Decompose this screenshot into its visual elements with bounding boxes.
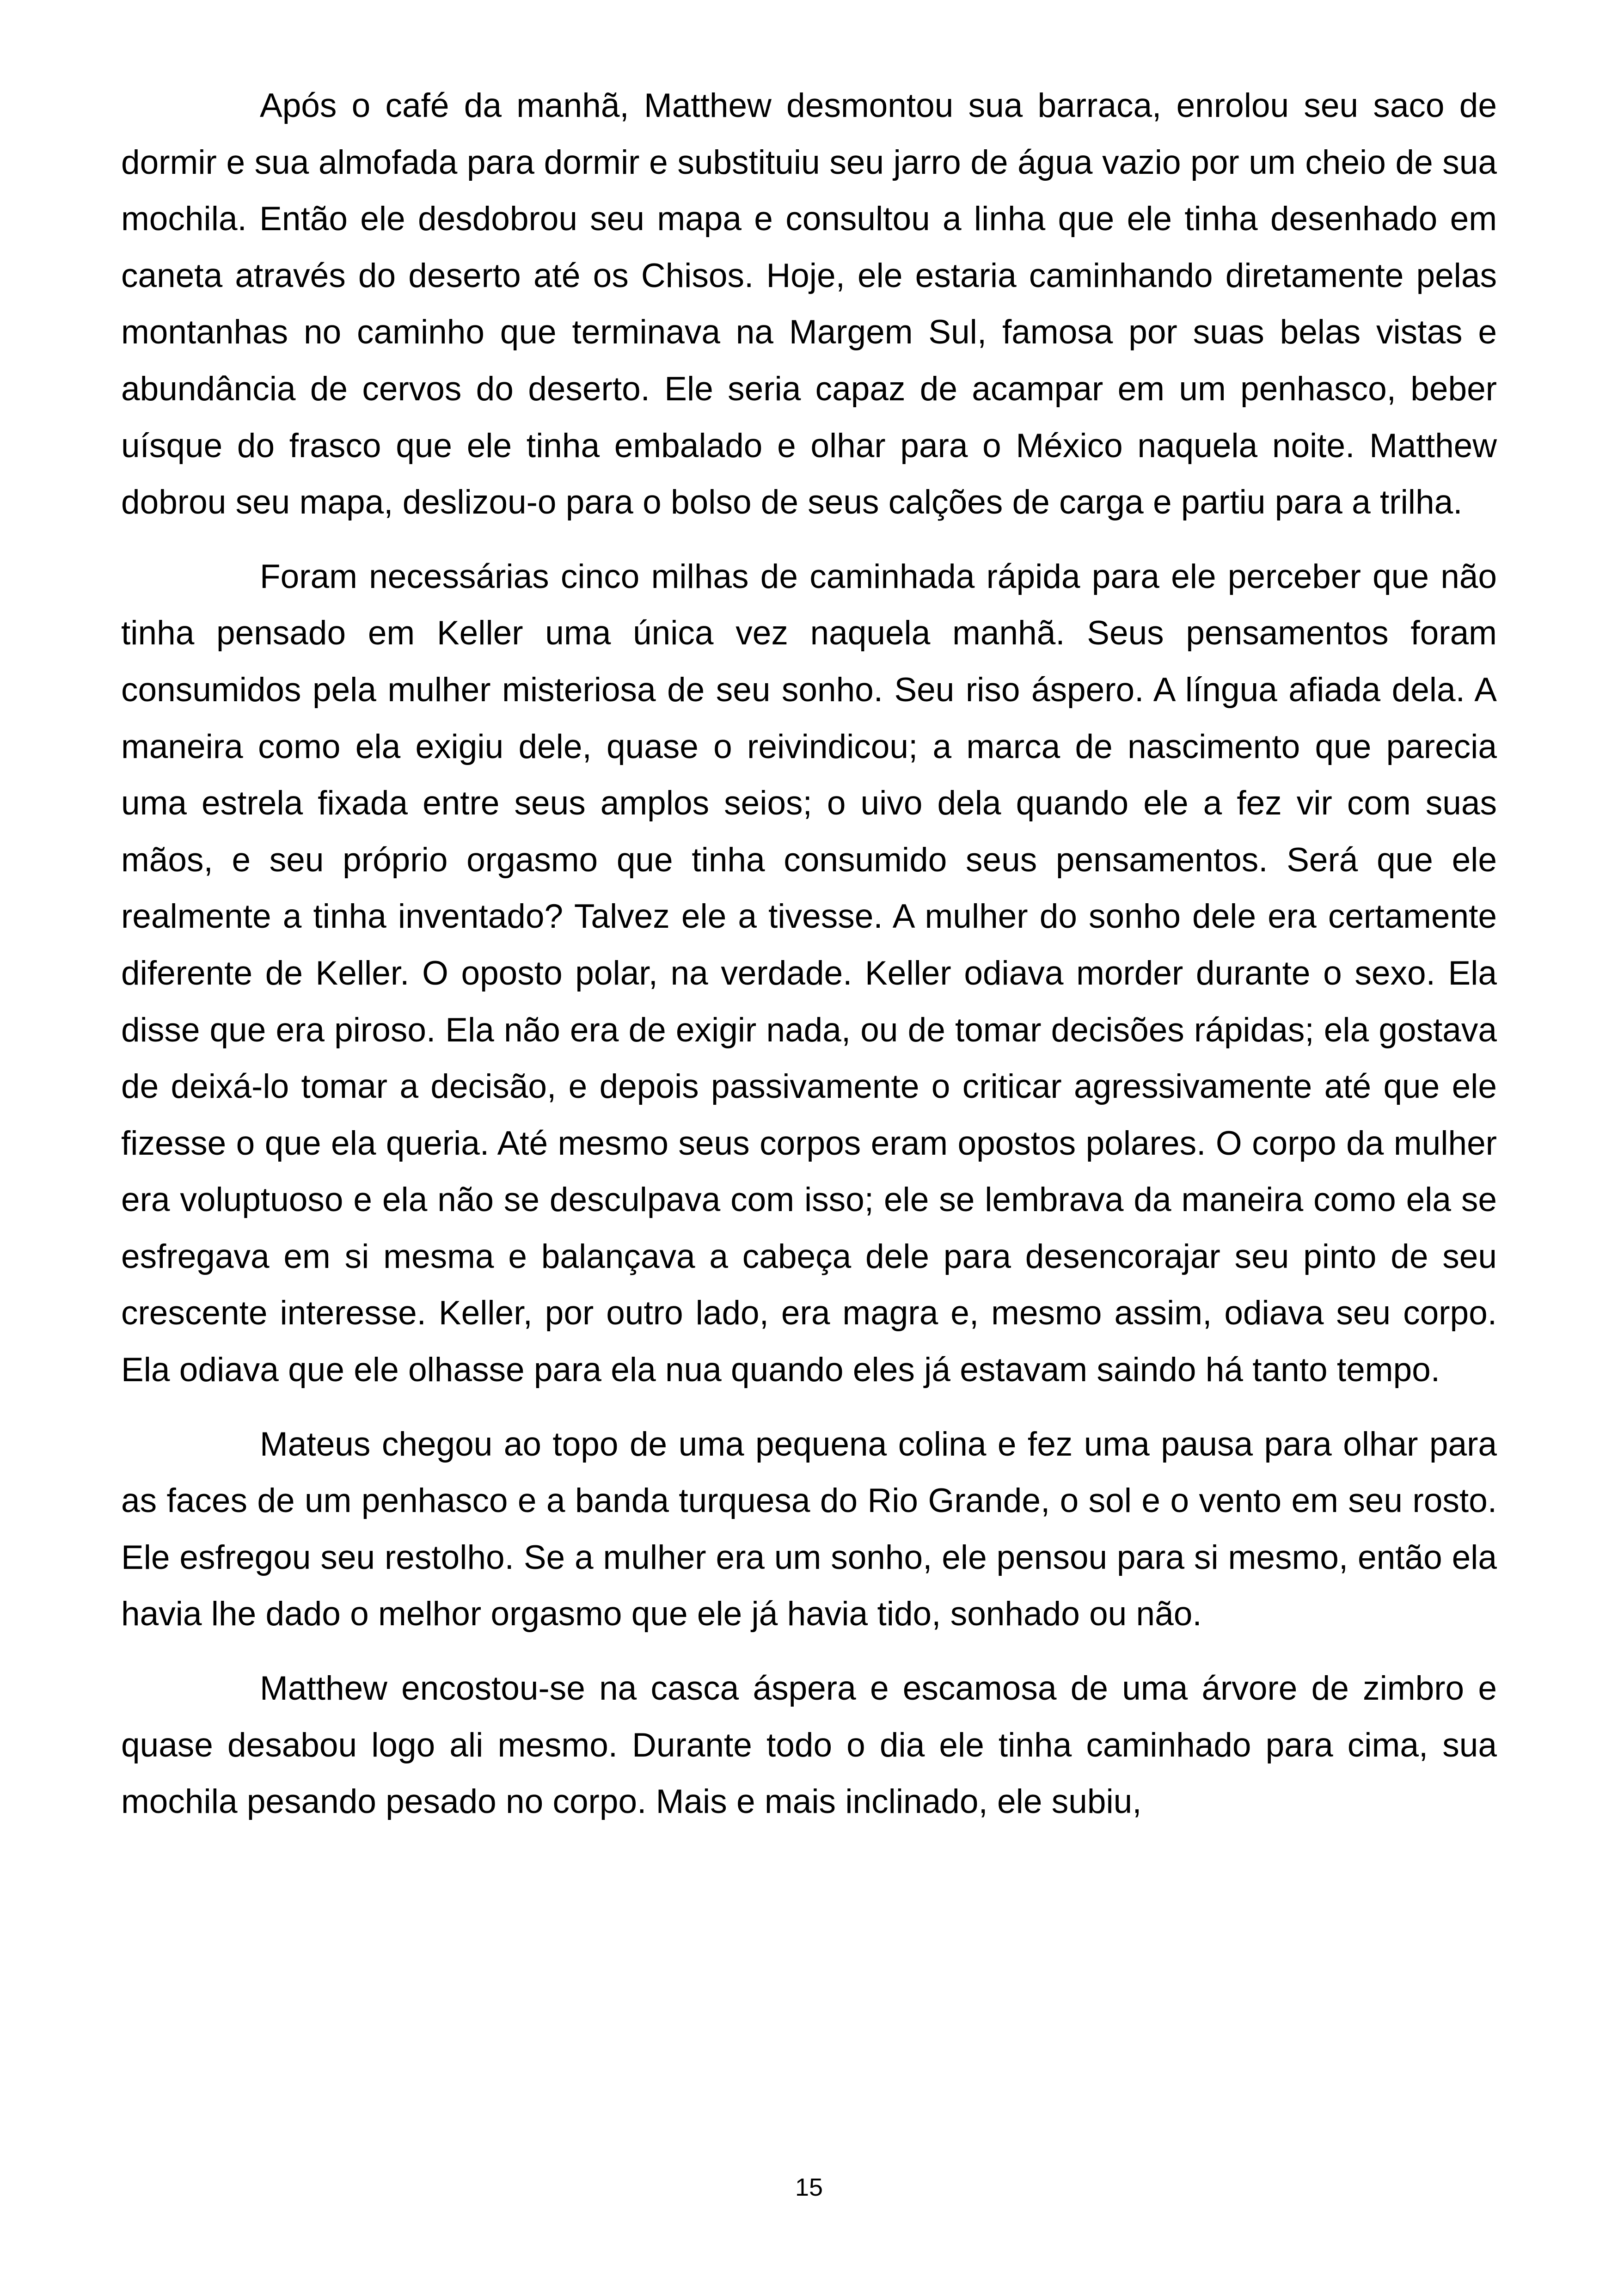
paragraph-4: Matthew encostou-se na casca áspera e escamosa de uma árvore de zimbro e quase desabou logo ali mesmo. Durante todo o dia ele tinha caminhado para cima, sua mochila pesando pesado no corpo. Mais e mais inclinado, ele subiu, (121, 1670, 1497, 1821)
paragraph-2: Foram necessárias cinco milhas de caminhada rápida para ele perceber que não tinha pensado em Keller uma única vez naquela manhã. Seus pensamentos foram consumidos pela mulher misteriosa de seu sonho. Seu riso áspero. A língua afiada dela. A maneira como ela exigiu dele, quase o reivindicou; a marca de nascimento que parecia uma estrela fixada entre seus amplos seios; o uivo dela quando ele a fez vir com suas mãos, e seu próprio orgasmo que tinha consumido seus pensamentos. Será que ele realmente a tinha inventado? Talvez ele a tivesse. A mulher do sonho dele era certamente diferente de Keller. O oposto polar, na verdade. Keller odiava morder durante o sexo. Ela disse que era piroso. Ela não era de exigir nada, ou de tomar decisões rápidas; ela gostava de deixá-lo tomar a decisão, e depois passivamente o criticar agressivamente até que ele fizesse o que ela queria. Até mesmo seus corpos eram opostos polares. O corpo da mulher era voluptuoso e ela não se desculpava com isso; ele se lembrava da maneira como ela se esfregava em si mesma e balançava a cabeça dele para desencorajar seu pinto de seu crescente interesse. Keller, por outro lado, era magra e, mesmo assim, odiava seu corpo. Ela odiava que ele olhasse para ela nua quando eles já estavam saindo há tanto tempo. (121, 557, 1497, 1389)
body-text (121, 78, 1497, 1831)
page-number: 15 (795, 2174, 823, 2201)
paragraph-1: Após o café da manhã, Matthew desmontou sua barraca, enrolou seu saco de dormir e sua almofada para dormir e substituiu seu jarro de água vazio por um cheio de sua mochila. Então ele desdobrou seu mapa e consultou a linha que ele tinha desenhado em caneta através do deserto até os Chisos. Hoje, ele estaria caminhando diretamente pelas montanhas no caminho que terminava na Margem Sul, famosa por suas belas vistas e abundância de cervos do deserto. Ele seria capaz de acampar em um penhasco, beber uísque do frasco que ele tinha embalado e olhar para o México naquela noite. Matthew dobrou seu mapa, deslizou-o para o bolso de seus calções de carga e partiu para a trilha. (121, 87, 1497, 521)
paragraph-3: Mateus chegou ao topo de uma pequena colina e fez uma pausa para olhar para as faces de um penhasco e a banda turquesa do Rio Grande, o sol e o vento em seu rosto. Ele esfregou seu restolho. Se a mulher era um sonho, ele pensou para si mesmo, então ela havia lhe dado o melhor orgasmo que ele já havia tido, sonhado ou não. (121, 1425, 1497, 1633)
